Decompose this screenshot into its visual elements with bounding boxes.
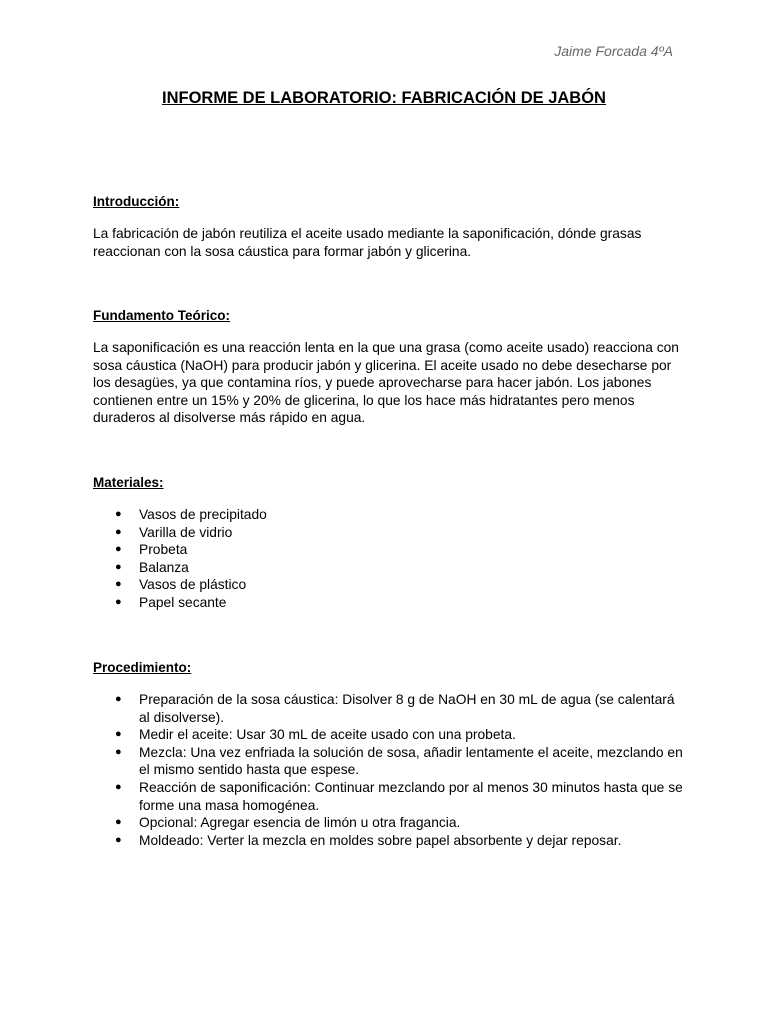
list-item-text: Vasos de precipitado [139,507,267,522]
materiales-list [93,506,683,612]
bullet-icon: ● [115,560,122,573]
introduccion-paragraph: La fabricación de jabón reutiliza el aceite usado mediante la saponificación, dónde grasas reaccionan con la sosa cáustica para formar jabón y glicerina. [93,226,642,259]
document-title: INFORME DE LABORATORIO: FABRICACIÓN DE JABÓN [162,89,606,107]
bullet-icon: ● [115,816,122,829]
list-item-text: Opcional: Agregar esencia de limón u otra fragancia. [139,815,461,831]
list-item-text: Probeta [139,542,188,558]
list-item [93,559,683,577]
section-procedimiento [93,659,683,849]
bullet-icon: ● [115,693,122,705]
list-item [93,594,683,612]
bullet-icon: ● [115,833,122,846]
list-item [93,744,683,779]
list-item-text: Mezcla: Una vez enfriada la solución de sosa, añadir lentamente el aceite, mezclando en el mismo sentido hasta que espese. [139,744,683,778]
list-item-text: Varilla de vidrio [139,524,233,540]
section-materiales [93,474,683,612]
list-item [93,541,683,559]
list-item-text: Vasos de plástico [139,577,247,593]
bullet-icon: ● [115,543,122,556]
section-heading-procedimiento: Procedimiento: [93,660,192,675]
list-item [93,506,683,524]
list-item-text: Preparación de la sosa cáustica: Disolver 8 g de NaOH en 30 mL de agua (se calentará al disolverse). [139,692,675,725]
list-item [93,524,683,542]
list-item-text: Papel secante [139,594,227,610]
section-introduccion [93,193,683,260]
list-item [93,814,683,832]
procedimiento-list [93,691,683,849]
list-item [93,779,683,814]
section-heading-introduccion: Introducción: [93,194,180,209]
section-fundamento-teorico [93,307,683,427]
list-item [93,576,683,594]
bullet-icon: ● [115,578,122,591]
list-item-text: Balanza [139,559,189,575]
list-item-text: Moldeado: Verter la mezcla en moldes sobre papel absorbente y dejar reposar. [139,832,622,848]
bullet-icon: ● [115,780,122,793]
section-heading-materiales: Materiales: [93,475,164,490]
bullet-icon: ● [115,508,122,520]
list-item [93,832,683,850]
author-name: Jaime Forcada 4ºA [554,43,673,59]
list-item [93,726,683,744]
section-heading-fundamento: Fundamento Teórico: [93,308,230,323]
list-item [93,691,683,726]
list-item-text: Medir el aceite: Usar 30 mL de aceite usado con una probeta. [139,727,516,743]
list-item-text: Reacción de saponificación: Continuar mezclando por al menos 30 minutos hasta que se forme una masa homogénea. [139,779,683,813]
bullet-icon: ● [115,728,122,741]
bullet-icon: ● [115,745,122,758]
bullet-icon: ● [115,595,122,608]
fundamento-paragraph: La saponificación es una reacción lenta en la que una grasa (como aceite usado) reacciona con sosa cáustica (NaOH) para producir jabón y glicerina. El aceite usado no debe desecharse por los desagües, ya que contamina ríos, y puede aprovecharse para hacer jabón. Los jabones contienen entre un 15% y 20% de glicerina, lo que los hace más hidratantes pero menos duraderos al disolverse más rápido en agua. [93,340,679,426]
bullet-icon: ● [115,525,122,538]
